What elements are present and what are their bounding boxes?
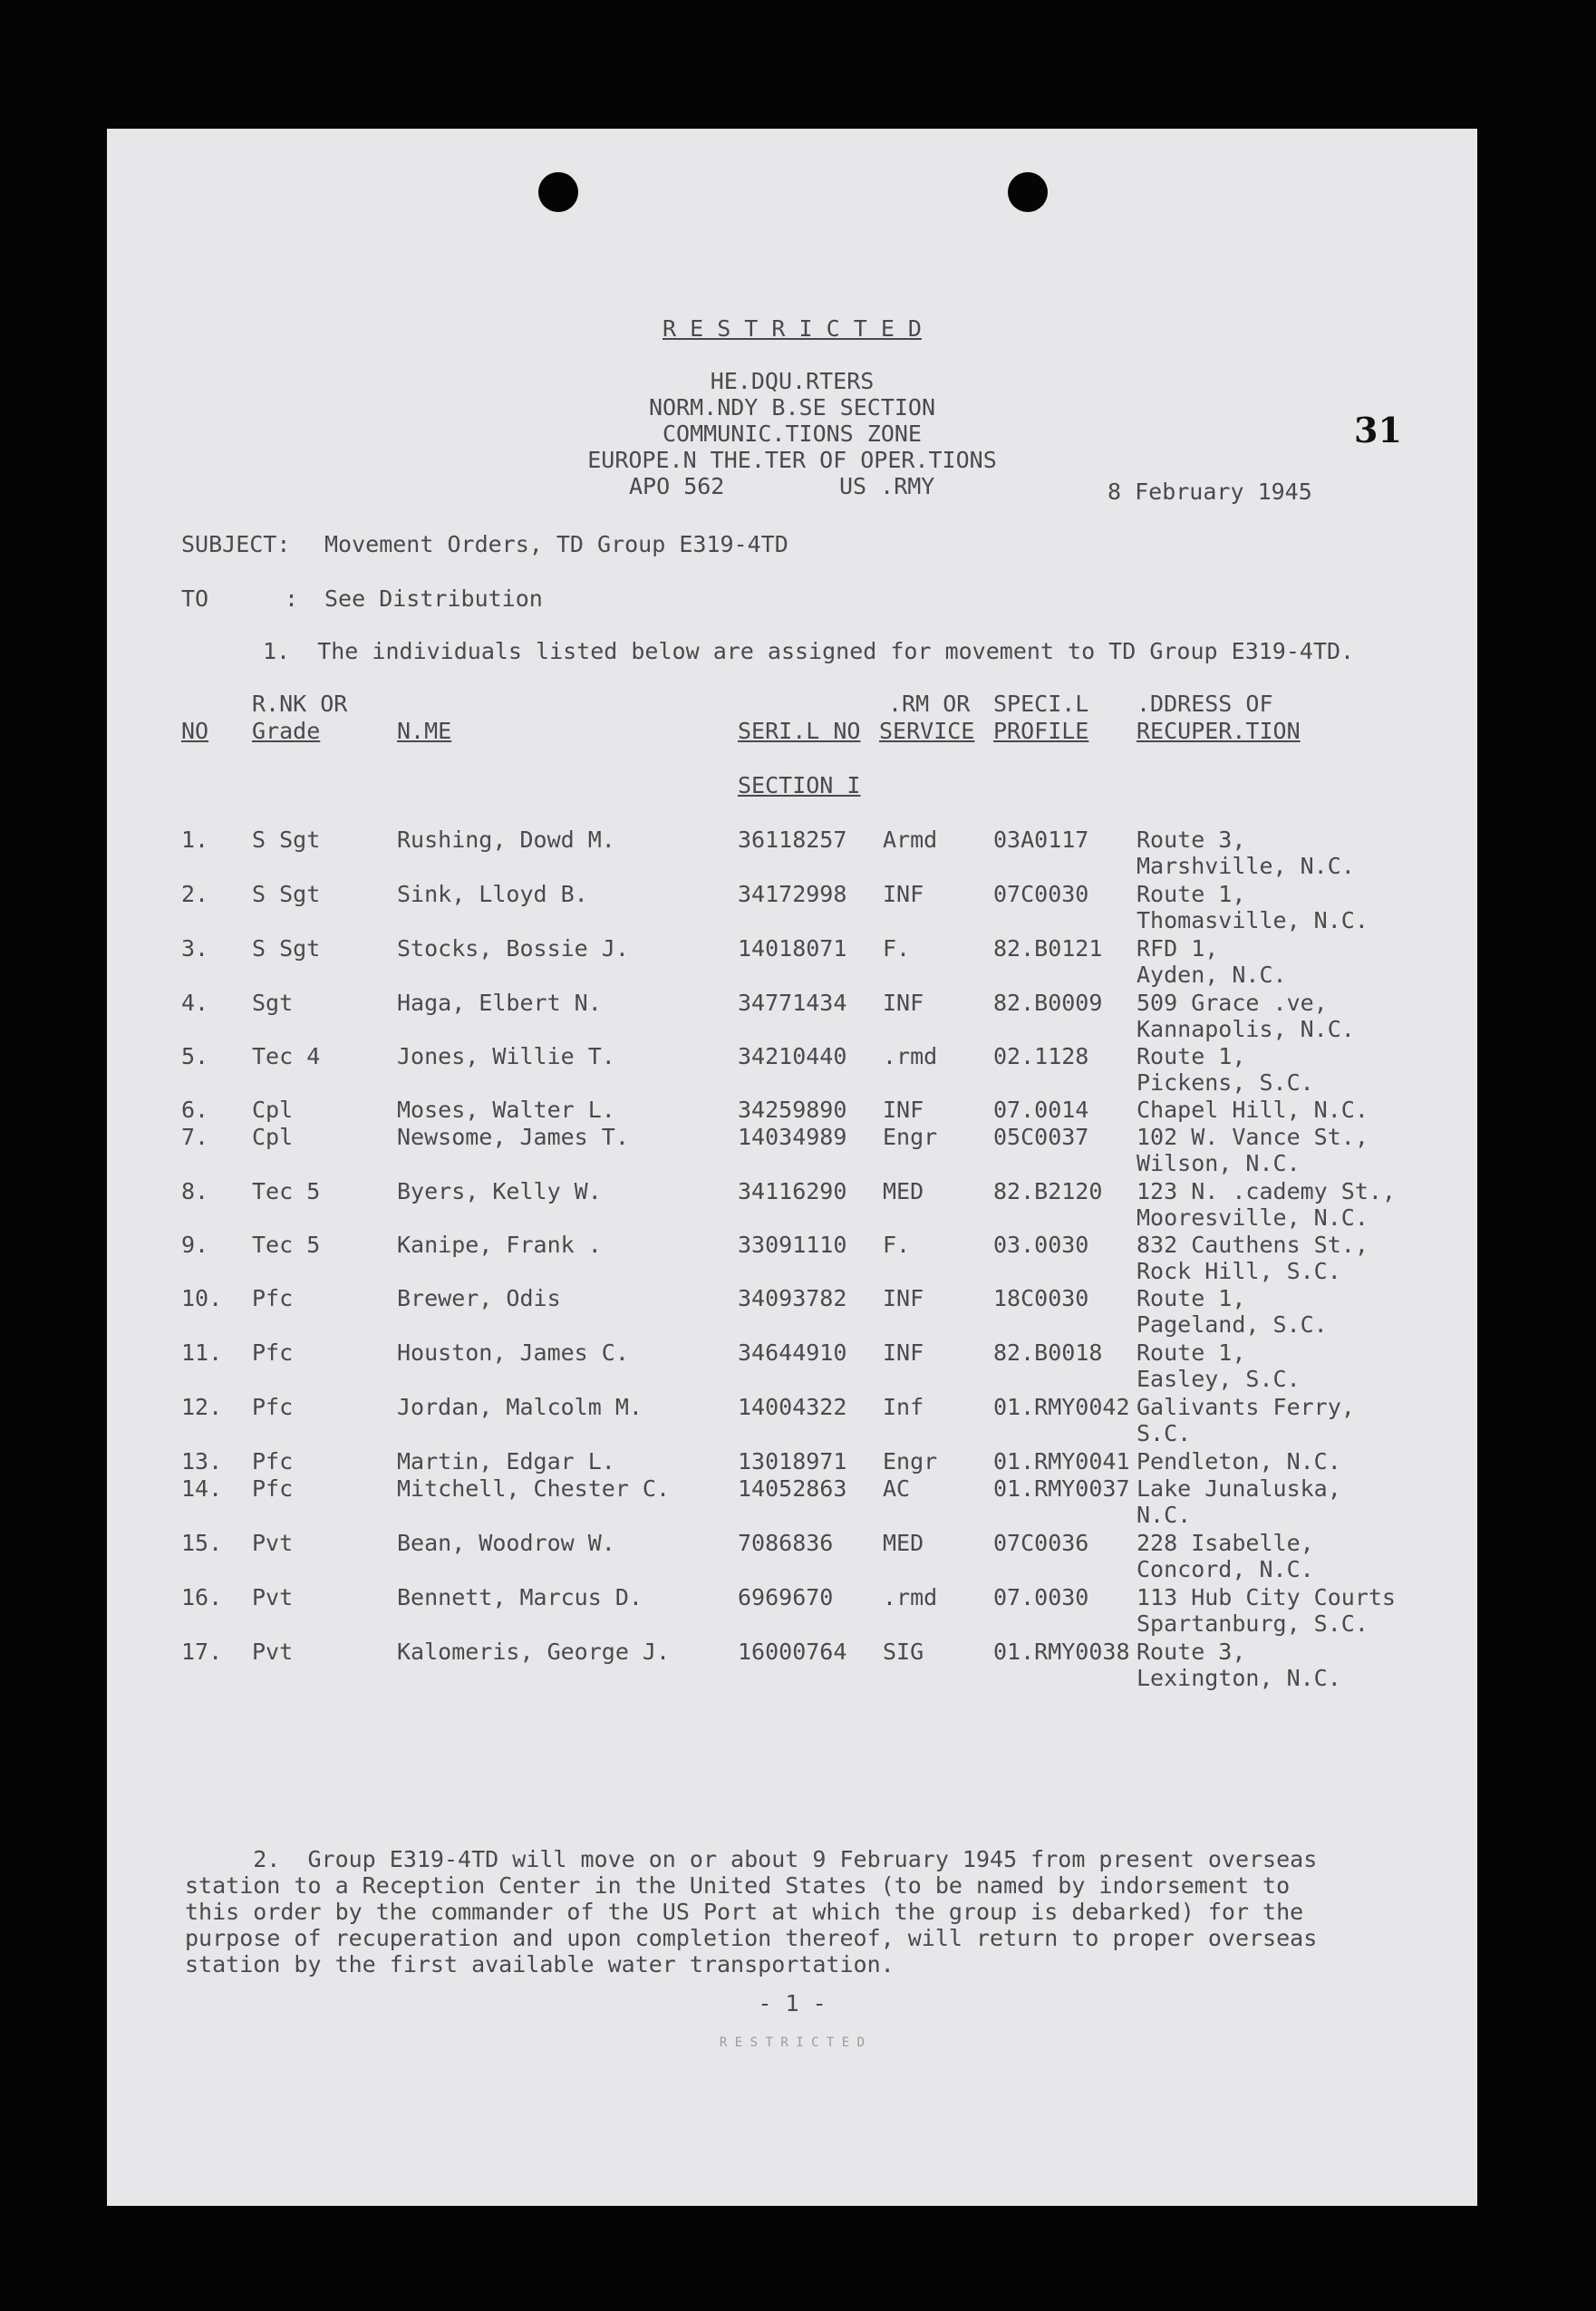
personnel-row — [107, 1339, 1477, 1392]
footer-page-number: - 1 - — [758, 1990, 827, 2016]
personnel-row — [107, 1639, 1477, 1691]
paragraph-2 — [185, 1846, 1399, 1977]
row-name: Houston, James C. — [397, 1339, 629, 1366]
row-serial: 6969670 — [738, 1584, 834, 1610]
col-address: RECUPER.TION — [1137, 718, 1301, 744]
row-name: Haga, Elbert N. — [397, 990, 602, 1016]
row-number: 9. — [181, 1232, 209, 1258]
row-address-line-1: 832 Cauthens St., — [1137, 1232, 1369, 1258]
row-name: Mitchell, Chester C. — [397, 1475, 671, 1502]
paragraph-2-line: station by the first available water transportation. — [185, 1951, 895, 1977]
personnel-row — [107, 1475, 1477, 1528]
row-address-line-1: 123 N. .cademy St., — [1137, 1178, 1396, 1204]
col-rank: Grade — [252, 718, 321, 744]
row-serial: 34172998 — [738, 881, 847, 907]
row-address-line-2: Easley, S.C. — [1137, 1366, 1301, 1392]
row-address-line-2: Wilson, N.C. — [1137, 1150, 1301, 1176]
row-profile: 01.RMY0038 — [993, 1639, 1130, 1665]
row-serial: 34093782 — [738, 1285, 847, 1311]
paragraph-2-line: 2. Group E319-4TD will move on or about 9 February 1945 from present overseas — [185, 1846, 1318, 1872]
row-profile: 18C0030 — [993, 1285, 1089, 1311]
row-serial: 7086836 — [738, 1530, 834, 1556]
row-rank: Sgt — [252, 990, 294, 1016]
row-address-line-2: Marshville, N.C. — [1137, 853, 1355, 879]
row-number: 10. — [181, 1285, 223, 1311]
row-arm: .rmd — [883, 1584, 938, 1610]
footer-restricted: R E S T R I C T E D — [719, 2035, 866, 2050]
row-address-line-1: Route 1, — [1137, 1285, 1246, 1311]
row-rank: Cpl — [252, 1124, 294, 1150]
subject-label: SUBJECT: — [181, 531, 291, 557]
document-page — [107, 129, 1477, 2206]
row-address-line-2: Spartanburg, S.C. — [1137, 1610, 1369, 1637]
personnel-row — [107, 1584, 1477, 1637]
apo: APO 562 — [629, 473, 725, 499]
row-address-line-1: Route 1, — [1137, 1339, 1246, 1366]
row-number: 5. — [181, 1043, 209, 1069]
personnel-row — [107, 1043, 1477, 1096]
col-special: PROFILE — [993, 718, 1089, 744]
row-name: Jordan, Malcolm M. — [397, 1394, 643, 1420]
page-number: 31 — [1354, 410, 1402, 450]
row-number: 1. — [181, 827, 209, 853]
row-address-line-1: Route 1, — [1137, 881, 1246, 907]
row-number: 12. — [181, 1394, 223, 1420]
row-name: Moses, Walter L. — [397, 1097, 615, 1123]
row-address-line-1: 509 Grace .ve, — [1137, 990, 1328, 1016]
row-address-line-1: Route 3, — [1137, 827, 1246, 853]
to-label: TO — [181, 585, 209, 612]
row-profile: 01.RMY0042 — [993, 1394, 1130, 1420]
row-rank: Pfc — [252, 1285, 294, 1311]
row-address-line-2: N.C. — [1137, 1502, 1192, 1528]
row-serial: 34259890 — [738, 1097, 847, 1123]
row-profile: 02.1128 — [993, 1043, 1089, 1069]
header-line-3: COMMUNIC.TIONS ZONE — [663, 421, 922, 447]
paragraph-2-line: purpose of recuperation and upon completion thereof, will return to proper overseas — [185, 1925, 1318, 1951]
row-name: Jones, Willie T. — [397, 1043, 615, 1069]
row-serial: 14004322 — [738, 1394, 847, 1420]
row-name: Bean, Woodrow W. — [397, 1530, 615, 1556]
row-name: Brewer, Odis — [397, 1285, 561, 1311]
to-colon: : — [285, 585, 299, 612]
row-rank: S Sgt — [252, 827, 321, 853]
row-address-line-2: Thomasville, N.C. — [1137, 907, 1369, 933]
row-number: 2. — [181, 881, 209, 907]
row-rank: Tec 5 — [252, 1232, 321, 1258]
row-arm: INF — [883, 1339, 924, 1366]
row-address-line-2: Rock Hill, S.C. — [1137, 1258, 1341, 1284]
row-rank: Pfc — [252, 1448, 294, 1475]
row-profile: 82.B2120 — [993, 1178, 1103, 1204]
row-serial: 34116290 — [738, 1178, 847, 1204]
row-name: Stocks, Bossie J. — [397, 935, 629, 962]
row-arm: INF — [883, 1285, 924, 1311]
row-serial: 14052863 — [738, 1475, 847, 1502]
row-number: 7. — [181, 1124, 209, 1150]
row-number: 8. — [181, 1178, 209, 1204]
row-name: Bennett, Marcus D. — [397, 1584, 643, 1610]
section-label: SECTION I — [738, 772, 861, 798]
row-number: 6. — [181, 1097, 209, 1123]
row-name: Newsome, James T. — [397, 1124, 629, 1150]
row-arm: INF — [883, 881, 924, 907]
row-profile: 05C0037 — [993, 1124, 1089, 1150]
row-serial: 13018971 — [738, 1448, 847, 1475]
col-arm: SERVICE — [879, 718, 975, 744]
row-serial: 14018071 — [738, 935, 847, 962]
personnel-row — [107, 1178, 1477, 1231]
to-text: See Distribution — [324, 585, 543, 612]
col-serial: SERI.L NO — [738, 718, 861, 744]
personnel-row — [107, 1530, 1477, 1582]
row-number: 11. — [181, 1339, 223, 1366]
row-arm: MED — [883, 1530, 924, 1556]
row-address-line-1: Chapel Hill, N.C. — [1137, 1097, 1369, 1123]
row-address-line-2: Pageland, S.C. — [1137, 1311, 1328, 1338]
row-address-line-1: RFD 1, — [1137, 935, 1219, 962]
row-number: 13. — [181, 1448, 223, 1475]
row-arm: SIG — [883, 1639, 924, 1665]
row-address-line-1: Pendleton, N.C. — [1137, 1448, 1341, 1475]
row-arm: .rmd — [883, 1043, 938, 1069]
row-number: 16. — [181, 1584, 223, 1610]
row-address-line-2: Kannapolis, N.C. — [1137, 1016, 1355, 1042]
row-profile: 82.B0121 — [993, 935, 1103, 962]
restricted-heading: R E S T R I C T E D — [663, 315, 922, 342]
row-arm: Armd — [883, 827, 938, 853]
row-profile: 07.0030 — [993, 1584, 1089, 1610]
row-profile: 07C0036 — [993, 1530, 1089, 1556]
row-serial: 36118257 — [738, 827, 847, 853]
row-name: Byers, Kelly W. — [397, 1178, 602, 1204]
row-rank: Pfc — [252, 1394, 294, 1420]
row-arm: INF — [883, 1097, 924, 1123]
personnel-row — [107, 990, 1477, 1042]
army: US .RMY — [839, 473, 935, 499]
row-rank: S Sgt — [252, 881, 321, 907]
header-line-2: NORM.NDY B.SE SECTION — [648, 394, 936, 421]
row-profile: 03.0030 — [993, 1232, 1089, 1258]
subject-text: Movement Orders, TD Group E319-4TD — [324, 531, 788, 557]
document-date: 8 February 1945 — [1108, 479, 1312, 505]
row-address-line-1: Route 1, — [1137, 1043, 1246, 1069]
row-rank: Cpl — [252, 1097, 294, 1123]
row-profile: 01.RMY0037 — [993, 1475, 1130, 1502]
row-rank: Tec 4 — [252, 1043, 321, 1069]
row-address-line-1: Galivants Ferry, — [1137, 1394, 1355, 1420]
row-arm: Inf — [883, 1394, 924, 1420]
row-arm: INF — [883, 990, 924, 1016]
row-serial: 34210440 — [738, 1043, 847, 1069]
col-name: N.ME — [397, 718, 452, 744]
row-rank: Pvt — [252, 1639, 294, 1665]
row-address-line-1: 102 W. Vance St., — [1137, 1124, 1369, 1150]
row-rank: S Sgt — [252, 935, 321, 962]
row-arm: F. — [883, 1232, 911, 1258]
col-no: NO — [181, 718, 209, 744]
row-address-line-2: Mooresville, N.C. — [1137, 1204, 1369, 1231]
row-profile: 03A0117 — [993, 827, 1089, 853]
header-line-1: HE.DQU.RTERS — [710, 368, 875, 394]
row-address-line-2: S.C. — [1137, 1420, 1192, 1446]
row-address-line-2: Ayden, N.C. — [1137, 962, 1287, 988]
row-rank: Tec 5 — [252, 1178, 321, 1204]
row-profile: 82.B0018 — [993, 1339, 1103, 1366]
row-number: 3. — [181, 935, 209, 962]
row-profile: 07.0014 — [993, 1097, 1089, 1123]
row-address-line-1: 113 Hub City Courts — [1137, 1584, 1396, 1610]
row-serial: 14034989 — [738, 1124, 847, 1150]
row-profile: 82.B0009 — [993, 990, 1103, 1016]
row-number: 4. — [181, 990, 209, 1016]
personnel-row — [107, 1124, 1477, 1176]
row-rank: Pfc — [252, 1339, 294, 1366]
row-address-line-2: Lexington, N.C. — [1137, 1665, 1341, 1691]
header-line-4: EUROPE.N THE.TER OF OPER.TIONS — [587, 447, 997, 473]
row-address-line-2: Pickens, S.C. — [1137, 1069, 1314, 1096]
personnel-row — [107, 827, 1477, 879]
row-name: Sink, Lloyd B. — [397, 881, 588, 907]
row-address-line-1: Route 3, — [1137, 1639, 1246, 1665]
row-address-line-1: 228 Isabelle, — [1137, 1530, 1314, 1556]
personnel-row — [107, 1285, 1477, 1338]
row-name: Kalomeris, George J. — [397, 1639, 671, 1665]
row-serial: 34771434 — [738, 990, 847, 1016]
row-name: Rushing, Dowd M. — [397, 827, 615, 853]
row-address-line-2: Concord, N.C. — [1137, 1556, 1314, 1582]
personnel-row — [107, 881, 1477, 933]
paragraph-2-line: this order by the commander of the US Port at which the group is debarked) for the — [185, 1899, 1304, 1925]
row-rank: Pfc — [252, 1475, 294, 1502]
intro-paragraph: 1. The individuals listed below are assigned for movement to TD Group E319-4TD. — [263, 638, 1355, 664]
row-number: 17. — [181, 1639, 223, 1665]
personnel-row — [107, 1232, 1477, 1284]
row-serial: 34644910 — [738, 1339, 847, 1366]
row-arm: F. — [883, 935, 911, 962]
row-name: Kanipe, Frank . — [397, 1232, 602, 1258]
col-arm-top: .RM OR — [888, 691, 971, 717]
row-serial: 33091110 — [738, 1232, 847, 1258]
row-profile: 01.RMY0041 — [993, 1448, 1130, 1475]
row-profile: 07C0030 — [993, 881, 1089, 907]
row-arm: AC — [883, 1475, 911, 1502]
row-serial: 16000764 — [738, 1639, 847, 1665]
punch-hole-left — [538, 172, 578, 212]
row-number: 14. — [181, 1475, 223, 1502]
row-arm: Engr — [883, 1448, 938, 1475]
row-arm: Engr — [883, 1124, 938, 1150]
row-rank: Pvt — [252, 1530, 294, 1556]
paragraph-2-line: station to a Reception Center in the United States (to be named by indorsement to — [185, 1872, 1291, 1899]
row-arm: MED — [883, 1178, 924, 1204]
row-address-line-1: Lake Junaluska, — [1137, 1475, 1341, 1502]
col-address-top: .DDRESS OF — [1137, 691, 1273, 717]
personnel-row — [107, 1394, 1477, 1446]
punch-hole-right — [1008, 172, 1048, 212]
row-number: 15. — [181, 1530, 223, 1556]
row-name: Martin, Edgar L. — [397, 1448, 615, 1475]
col-special-top: SPECI.L — [993, 691, 1089, 717]
col-rank-top: R.NK OR — [252, 691, 348, 717]
row-rank: Pvt — [252, 1584, 294, 1610]
personnel-row — [107, 935, 1477, 988]
